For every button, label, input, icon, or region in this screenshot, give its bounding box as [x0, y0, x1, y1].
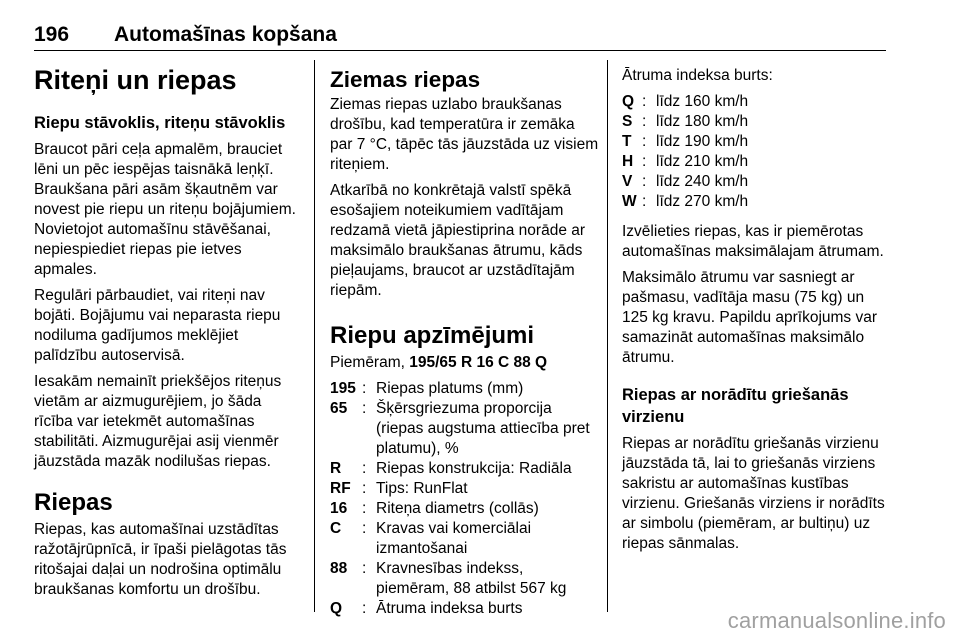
list-item: W : līdz 270 km/h — [622, 193, 749, 210]
list-item: C : Kravas vai komerciālai izmantošanai — [330, 520, 532, 557]
list-item: RF : Tips: RunFlat — [330, 480, 468, 497]
heading-directional-tyres: Riepas ar norādītu griešanās virzienu — [622, 386, 849, 426]
paragraph: Braucot pāri ceļa apmalēm, brauciet lēni un pēc iespējas taisnākā leņķī. Braukšana pāri asām šķautnēm var novest pie riepu un riteņu bojājumiem. Novietojot automašīnu stāvēšanai, nepiespiediet riepas pie ietves apmales. — [34, 141, 296, 278]
column-left — [34, 58, 304, 606]
section-title: Automašīnas kopšana — [114, 23, 337, 46]
list-item: 88 : Kravnesības indekss, piemēram, 88 atbilst 567 kg — [330, 560, 567, 597]
list-item: S : līdz 180 km/h — [622, 113, 749, 130]
chapter-title: Riteņi un riepas — [34, 65, 237, 95]
paragraph: Izvēlieties riepas, kas ir piemērotas automašīnas maksimālajam ātrumam. — [622, 223, 884, 260]
column-divider-2 — [607, 60, 608, 612]
example-code: 195/65 R 16 C 88 Q — [409, 354, 548, 371]
column-right — [622, 58, 892, 560]
column-middle — [330, 58, 600, 619]
watermark: carmanualsonline.info — [727, 608, 946, 633]
speed-index-list — [622, 92, 892, 212]
paragraph: Maksimālo ātrumu var sasniegt ar pašmasu, vadītāja masu (75 kg) un 125 kg kravu. Papildu aprīkojums var samazināt automašīnas maksimālo ātrumu. — [622, 269, 878, 366]
example-line — [330, 353, 600, 373]
list-item: 195 : Riepas platums (mm) — [330, 380, 524, 397]
list-item: Q : Ātruma indeksa burts — [330, 600, 523, 617]
paragraph: Atkarībā no konkrētajā valstī spēkā esošajiem noteikumiem vadītājam redzamā vietā jāpiestiprina norāde ar maksimālo braukšanas ātrumu, kāds pieļaujams, braucot ar uzstādītajām riepām. — [330, 182, 586, 299]
list-item: 16 : Riteņa diametrs (collās) — [330, 500, 539, 517]
tyre-code-list — [330, 379, 600, 619]
list-item: Q : līdz 160 km/h — [622, 93, 749, 110]
list-item: T : līdz 190 km/h — [622, 133, 749, 150]
speed-index-intro: Ātruma indeksa burts: — [622, 67, 773, 84]
paragraph: Riepas, kas automašīnai uzstādītas ražotājrūpnīcā, ir īpaši pielāgotas tās ritošajai daļai un nodrošina optimālu braukšanas komfortu un drošību. — [34, 521, 287, 598]
paragraph: Regulāri pārbaudiet, vai riteņi nav bojāti. Bojājumu vai neparasta riepu nodiluma gadījumos meklējiet palīdzību autoservisā. — [34, 287, 281, 364]
heading-tyre-condition: Riepu stāvoklis, riteņu stāvoklis — [34, 114, 286, 132]
list-item: V : līdz 240 km/h — [622, 173, 749, 190]
paragraph: Iesakām nemainīt priekšējos riteņus vietām ar aizmugurējiem, jo šāda rīcība var ietekmēt automašīnas stabilitāti. Aizmugurējai asij vienmēr jāuzstāda mazāk nodilušas riepas. — [34, 373, 282, 470]
example-prefix: Piemēram, — [330, 354, 410, 371]
heading-tyre-designations: Riepu apzīmējumi — [330, 322, 535, 349]
page-header — [34, 23, 886, 49]
header-divider — [34, 50, 886, 51]
list-item: 65 : Šķērsgriezuma proporcija (riepas augstuma attiecība pret platumu), % — [330, 400, 590, 457]
list-item: R : Riepas konstrukcija: Radiāla — [330, 460, 572, 477]
page-number: 196 — [34, 23, 70, 46]
column-divider-1 — [314, 60, 315, 612]
paragraph: Ziemas riepas uzlabo braukšanas drošību, kad temperatūra ir zemāka par 7 °C, tāpēc tās jāuzstāda uz visiem riteņiem. — [330, 96, 599, 173]
heading-winter-tyres: Ziemas riepas — [330, 67, 481, 92]
heading-tyres: Riepas — [34, 489, 113, 516]
paragraph: Riepas ar norādītu griešanās virzienu jāuzstāda tā, lai to griešanās virziens sakristu ar automašīnas kustības virzienu. Griešanās virziens ir norādīts ar simbolu (piemēram, ar bultiņu) uz riepas sānmalas. — [622, 435, 885, 552]
list-item: H : līdz 210 km/h — [622, 153, 749, 170]
